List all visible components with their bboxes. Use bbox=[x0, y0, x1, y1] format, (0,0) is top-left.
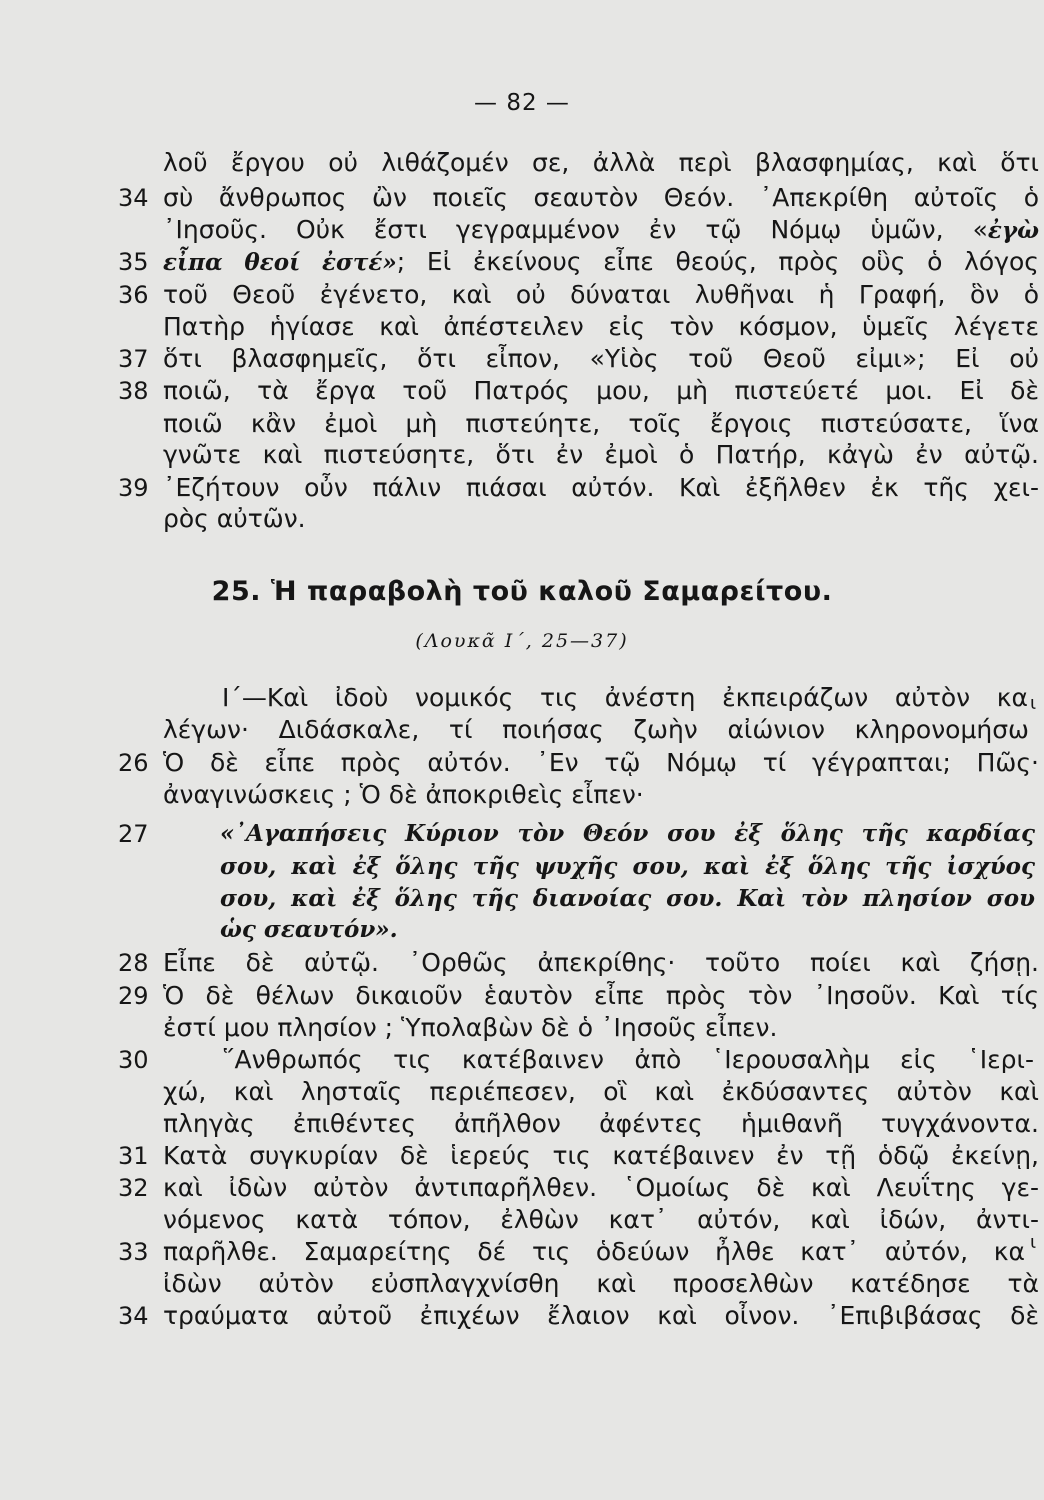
bold-phrase: εἶπα θεοί ἐστέ» bbox=[163, 249, 397, 276]
text-line: Κατὰ συγκυρίαν δὲ ἱερεύς τις κατέβαινεν ἐν τῇ ὁδῷ ἐκείνῃ, bbox=[163, 1141, 1039, 1170]
text-segment: ; Εἰ ἐκείνους εἶπε θεούς, πρὸς οὓς ὁ λόγος bbox=[396, 247, 1039, 276]
section-heading: 25. Ἡ παραβολὴ τοῦ καλοῦ Σαμαρείτου. bbox=[211, 576, 833, 607]
verse-number: 27 bbox=[118, 820, 149, 848]
verse-number: 34 bbox=[118, 1302, 149, 1330]
text-line: ἀναγινώσκεις ; Ὁ δὲ ἀποκριθεὶς εἶπεν· bbox=[163, 780, 644, 809]
quote-line: «᾿Αγαπήσεις Κύριον τὸν Θεόν σου ἐξ ὅλης τῆς καρδίας bbox=[220, 820, 1035, 847]
verse-number: 28 bbox=[118, 949, 149, 977]
text-line: τοῦ Θεοῦ ἐγένετο, καὶ οὐ δύναται λυθῆναι ἡ Γραφή, ὃν ὁ bbox=[163, 280, 1039, 309]
verse-number: 38 bbox=[118, 377, 149, 405]
text-line: πληγὰς ἐπιθέντες ἀπῆλθον ἀφέντες ἡμιθανῆ τυγχάνοντα. bbox=[163, 1109, 1039, 1138]
text-line: λοῦ ἔργου οὐ λιθάζομέν σε, ἀλλὰ περὶ βλασφημίας, καὶ ὅτι bbox=[163, 148, 1039, 177]
margin-iota: ι bbox=[1030, 693, 1037, 714]
text-line: παρῆλθε. Σαμαρείτης δέ τις ὁδεύων ἦλθε κατ᾿ αὐτόν, κα bbox=[163, 1237, 1025, 1266]
verse-number: 37 bbox=[118, 345, 149, 373]
quote-line: σου, καὶ ἐξ ὅλης τῆς διανοίας σου. Καὶ τὸν πλησίον σου bbox=[220, 885, 1035, 912]
text-line: ρὸς αὐτῶν. bbox=[163, 504, 306, 533]
verse-number: 26 bbox=[118, 749, 149, 777]
text-line: Ι΄—Καὶ ἰδοὺ νομικός τις ἀνέστη ἐκπειράζων αὐτὸν κα bbox=[222, 683, 1028, 712]
text-line: ποιῶ, τὰ ἔργα τοῦ Πατρός μου, μὴ πιστεύετέ μοι. Εἰ δὲ bbox=[163, 376, 1039, 405]
text-line: Εἶπε δὲ αὐτῷ. ᾿Ορθῶς ἀπεκρίθης· τοῦτο ποίει καὶ ζήσῃ. bbox=[163, 948, 1039, 977]
text-line: Ὁ δὲ εἶπε πρὸς αὐτόν. ᾿Εν τῷ Νόμῳ τί γέγραπται; Πῶς· bbox=[163, 748, 1039, 777]
bold-phrase: ἐγὼ bbox=[987, 217, 1039, 244]
page-number: — 82 — bbox=[474, 90, 570, 116]
margin-iota: ι bbox=[1030, 1232, 1037, 1253]
text-line: νόμενος κατὰ τόπον, ἐλθὼν κατ᾿ αὐτόν, καὶ ἰδών, ἀντι- bbox=[163, 1205, 1039, 1234]
verse-number: 29 bbox=[118, 982, 149, 1010]
verse-number: 32 bbox=[118, 1174, 149, 1202]
verse-number: 35 bbox=[118, 248, 149, 276]
text-line: ὅτι βλασφημεῖς, ὅτι εἶπον, «Υἱὸς τοῦ Θεοῦ εἰμι»; Εἰ οὐ bbox=[163, 344, 1039, 373]
text-segment: ᾿Ιησοῦς. Οὐκ ἔστι γεγραμμένον ἐν τῷ Νόμῳ ὑμῶν, « bbox=[163, 215, 988, 244]
verse-number: 39 bbox=[118, 474, 149, 502]
text-line: ἐστί μου πλησίον ; Ὑπολαβὼν δὲ ὁ ᾿Ιησοῦς εἶπεν. bbox=[163, 1013, 778, 1042]
text-line: Πατὴρ ἡγίασε καὶ ἀπέστειλεν εἰς τὸν κόσμον, ὑμεῖς λέγετε bbox=[163, 312, 1039, 341]
text-line bbox=[163, 245, 1039, 280]
text-line: χώ, καὶ λησταῖς περιέπεσεν, οἳ καὶ ἐκδύσαντες αὐτὸν καὶ bbox=[163, 1077, 1039, 1106]
verse-number: 34 bbox=[118, 184, 149, 212]
text-line: τραύματα αὐτοῦ ἐπιχέων ἔλαιον καὶ οἶνον. ᾿Επιβιβάσας δὲ bbox=[163, 1301, 1039, 1330]
section-reference: (Λουκᾶ Ι΄, 25—37) bbox=[415, 630, 629, 652]
quote-line: ὡς σεαυτόν». bbox=[220, 916, 398, 943]
verse-number: 36 bbox=[118, 281, 149, 309]
text-line: σὺ ἄνθρωπος ὢν ποιεῖς σεαυτὸν Θεόν. ᾿Απεκρίθη αὐτοῖς ὁ bbox=[163, 183, 1039, 212]
verse-number: 30 bbox=[118, 1046, 149, 1074]
text-line: γνῶτε καὶ πιστεύσητε, ὅτι ἐν ἐμοὶ ὁ Πατήρ, κἀγὼ ἐν αὐτῷ. bbox=[163, 440, 1039, 469]
verse-number: 33 bbox=[118, 1238, 149, 1266]
text-line: λέγων· Διδάσκαλε, τί ποιήσας ζωὴν αἰώνιον κληρονομήσω bbox=[163, 715, 1029, 744]
text-line: ῞Ανθρωπός τις κατέβαινεν ἀπὸ ῾Ιερουσαλὴμ εἰς ῾Ιερι- bbox=[222, 1045, 1034, 1074]
text-line: ποιῶ κἂν ἐμοὶ μὴ πιστεύητε, τοῖς ἔργοις πιστεύσατε, ἵνα bbox=[163, 409, 1039, 438]
text-line: ἰδὼν αὐτὸν εὐσπλαγχνίσθη καὶ προσελθὼν κατέδησε τὰ bbox=[163, 1269, 1039, 1298]
text-line: Ὁ δὲ θέλων δικαιοῦν ἑαυτὸν εἶπε πρὸς τὸν ᾿Ιησοῦν. Καὶ τίς bbox=[163, 981, 1039, 1010]
text-line: καὶ ἰδὼν αὐτὸν ἀντιπαρῆλθεν. ῾Ομοίως δὲ καὶ Λευΐτης γε- bbox=[163, 1173, 1039, 1202]
quote-line: σου, καὶ ἐξ ὅλης τῆς ψυχῆς σου, καὶ ἐξ ὅλης τῆς ἰσχύος bbox=[220, 853, 1035, 880]
text-line: ᾿Εζήτουν οὖν πάλιν πιάσαι αὐτόν. Καὶ ἐξῆλθεν ἐκ τῆς χει- bbox=[163, 473, 1039, 502]
text-line bbox=[163, 213, 1039, 248]
verse-number: 31 bbox=[118, 1142, 149, 1170]
